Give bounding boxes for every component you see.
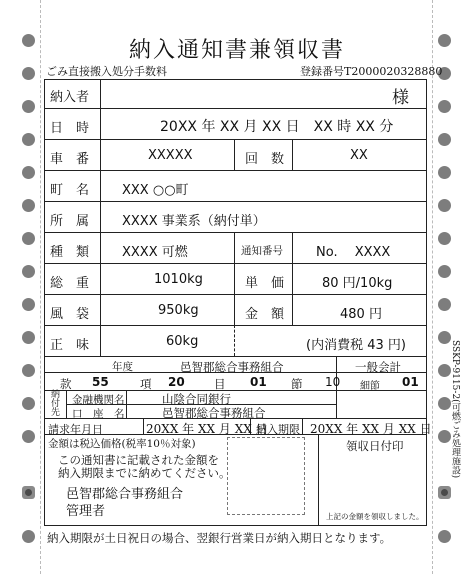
feed-hole-left: [22, 100, 35, 113]
town-label: 町 名: [50, 183, 90, 198]
document-title: 納入通知書兼領収書: [128, 38, 345, 63]
tare-value: 950kg: [158, 303, 199, 318]
notice-number-label: 通知番号: [241, 245, 283, 257]
fiscal-org: 邑智郡総合事務組合: [180, 360, 284, 374]
feed-hole-left: [22, 199, 35, 212]
feed-hole-left: [22, 430, 35, 443]
gross-value: 1010kg: [154, 272, 203, 287]
feed-hole-right: [438, 133, 451, 146]
gross-label: 総 重: [50, 276, 90, 291]
feed-hole-right: [438, 166, 451, 179]
feed-hole-left: [22, 265, 35, 278]
col-divider: [292, 139, 293, 170]
datetime-label: 日 時: [50, 121, 90, 136]
moku-value: 01: [250, 375, 267, 389]
feed-hole-left: [22, 166, 35, 179]
row-divider: [44, 294, 427, 295]
issuer-title: 管理者: [66, 504, 106, 519]
row-divider: [44, 232, 427, 233]
deadline-label: 納入期限: [256, 423, 300, 436]
deadline-date: 20XX 年 XX 月 XX 日: [310, 422, 432, 436]
col-divider: [234, 139, 235, 170]
vehicle-value: XXXXX: [148, 148, 193, 163]
feed-hole-left: [22, 397, 35, 410]
issuer-name: 邑智郡総合事務組合: [66, 487, 184, 502]
received-note: 上記の金額を領収しました。: [326, 512, 424, 521]
datetime-value: 20XX 年 XX 月 XX 日 XX 時 XX 分: [160, 119, 394, 135]
count-value: XX: [350, 148, 368, 163]
registration-number: 登録番号T2000020328880: [300, 65, 443, 78]
unit-price-label: 単 価: [245, 276, 285, 291]
feed-hole-right: [438, 265, 451, 278]
feed-hole-left: [22, 530, 35, 543]
form-code: SSKP-9115-2(可燃ごみ処理施設): [450, 340, 460, 479]
feed-hole-left: [22, 298, 35, 311]
deadline-footer-note: 納入期限が土日祝日の場合、翌銀行営業日が納入期日となります。: [47, 531, 392, 545]
type-label: 種 類: [50, 245, 90, 260]
tare-label: 風 袋: [50, 307, 90, 322]
net-label: 正 味: [50, 338, 90, 353]
perforation-left: [40, 0, 41, 574]
vehicle-label: 車 番: [50, 152, 90, 167]
feed-hole-right: [438, 298, 451, 311]
payer-honorific: 様: [392, 88, 409, 108]
receipt-stamp-label: 領収日付印: [346, 439, 404, 453]
unit-price-value: 80 円/10kg: [322, 276, 393, 291]
official-seal-box: [227, 437, 305, 515]
feed-hole-right: [438, 530, 451, 543]
kan-value: 55: [92, 375, 109, 389]
amount-label: 金 額: [245, 307, 285, 322]
town-value: XXX ○○町: [122, 183, 189, 198]
col-divider: [292, 232, 293, 325]
row-divider: [44, 201, 427, 202]
col-divider: [100, 79, 101, 356]
fiscal-account: 一般会計: [355, 360, 401, 374]
row-divider: [44, 263, 427, 264]
col-divider: [126, 390, 127, 418]
perforation-right: [432, 0, 433, 574]
type-value: XXXX 可燃: [122, 245, 188, 260]
account-name: 邑智郡総合事務組合: [162, 406, 266, 420]
row-divider: [44, 356, 427, 357]
billing-date-label: 請求年月日: [48, 423, 103, 436]
net-value: 60kg: [166, 334, 199, 349]
affiliation-label: 所 属: [50, 214, 90, 229]
payer-label: 納入者: [50, 90, 90, 105]
col-divider: [234, 325, 235, 356]
fiscal-year-label: 年度: [112, 361, 133, 373]
amount-value: 480 円: [340, 307, 382, 322]
tax-included-note: (内消費税 43 円): [306, 338, 406, 353]
kou-label: 項: [140, 377, 152, 391]
col-divider: [302, 418, 303, 434]
feed-hole-left: [22, 364, 35, 377]
saimoku-value: 01: [402, 375, 419, 389]
feed-hole-right: [438, 232, 451, 245]
feed-hole-left: [22, 331, 35, 344]
feed-hole-right: [438, 100, 451, 113]
payto-side-label: 納 付 先: [51, 390, 61, 418]
col-divider: [318, 434, 319, 526]
row-divider: [44, 108, 427, 109]
row-divider: [44, 139, 427, 140]
setsu-label: 節: [291, 377, 303, 391]
setsu-value: 10: [325, 375, 341, 389]
feed-hole-left: [22, 232, 35, 245]
count-label: 回 数: [245, 152, 285, 167]
feed-hole-right: [438, 199, 451, 212]
bank-name: 山陰合同銀行: [162, 392, 231, 406]
row-divider: [44, 170, 427, 171]
row-divider: [44, 325, 427, 326]
affiliation-value: XXXX 事業系（納付単）: [122, 214, 266, 229]
feed-hole-left: [22, 133, 35, 146]
saimoku-label: 細節: [360, 381, 380, 392]
account-label: 口 座 名: [72, 408, 125, 420]
col-divider: [66, 390, 67, 418]
bank-label: 金融機関名: [72, 394, 125, 406]
moku-label: 目: [214, 377, 226, 391]
billing-date: 20XX 年 XX 月 XX 日: [146, 422, 268, 436]
col-divider: [143, 418, 144, 434]
payment-instruction: この通知書に記載された金額を 納入期限までに納めてください。: [58, 453, 231, 480]
feed-hole-left: [22, 486, 35, 499]
feed-hole-left: [22, 67, 35, 80]
col-divider: [234, 232, 235, 325]
kan-label: 款: [60, 377, 72, 391]
kou-value: 20: [168, 375, 185, 389]
notice-number-value: No. XXXX: [316, 245, 391, 260]
fee-subtitle: ごみ直接搬入処分手数料: [46, 65, 167, 78]
tax-rate-note: 金額は税込価格(税率10％対象): [48, 438, 196, 450]
